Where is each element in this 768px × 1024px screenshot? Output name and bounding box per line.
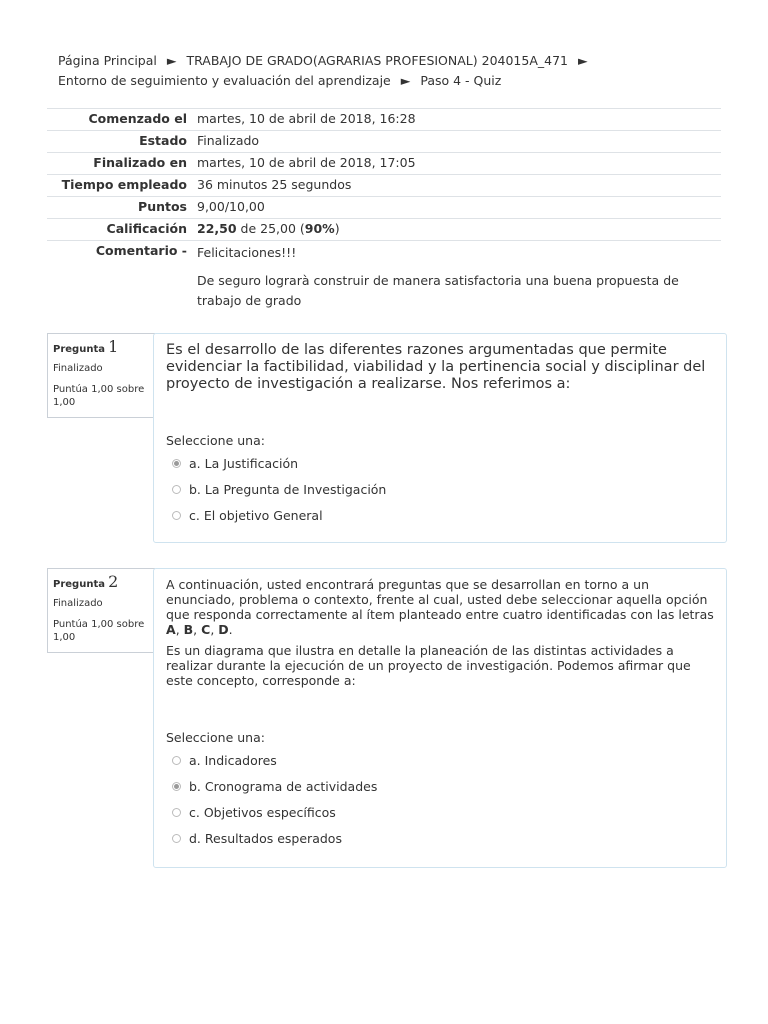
- question-state: Finalizado: [53, 363, 103, 374]
- radio-checked-icon[interactable]: [172, 782, 181, 791]
- grade-value: 22,50: [197, 221, 237, 236]
- breadcrumb-separator-icon: ►: [577, 53, 588, 68]
- grade-percent: 90%: [304, 221, 335, 236]
- breadcrumb-separator-icon: ►: [166, 53, 177, 68]
- letter-b: B: [183, 622, 194, 637]
- summary-row-time: [47, 175, 721, 197]
- option-label: c. El objetivo General: [189, 507, 323, 523]
- question-state: Finalizado: [53, 598, 103, 609]
- summary-row-started: [47, 109, 721, 131]
- answer-options: [166, 450, 716, 528]
- question-intro: [166, 577, 716, 637]
- option-label: d. Resultados esperados: [189, 830, 342, 846]
- separator-comma: ,: [175, 622, 184, 637]
- completed-value: martes, 10 de abril de 2018, 17:05: [197, 155, 416, 170]
- question-2-info: [47, 568, 155, 653]
- summary-row-marks: [47, 197, 721, 219]
- radio-icon[interactable]: [172, 511, 181, 520]
- option-label: a. Indicadores: [189, 752, 277, 768]
- answer-option[interactable]: [166, 825, 716, 851]
- radio-icon[interactable]: [172, 756, 181, 765]
- question-1-info: [47, 333, 155, 418]
- question-label: Pregunta: [53, 579, 105, 590]
- option-label: c. Objetivos específicos: [189, 804, 336, 820]
- answer-option[interactable]: [166, 773, 716, 799]
- answer-options: [166, 747, 716, 851]
- question-grade: Puntúa 1,00 sobre 1,00: [53, 384, 145, 408]
- intro-end: .: [228, 622, 233, 637]
- radio-checked-icon[interactable]: [172, 459, 181, 468]
- state-value: Finalizado: [197, 133, 260, 148]
- radio-icon[interactable]: [172, 834, 181, 843]
- radio-icon[interactable]: [172, 808, 181, 817]
- intro-text: A continuación, usted encontrará preguntas que se desarrollan en torno a un enunciado, problema o contexto, frente al cual, usted debe seleccionar aquella opción que responda correctamente al ítem planteado entre cuatro identificadas con las letras: [166, 577, 714, 622]
- option-label: a. La Justificación: [189, 455, 299, 471]
- breadcrumb-activity-link[interactable]: Paso 4 - Quiz: [420, 73, 502, 88]
- breadcrumb-section-link[interactable]: Entorno de seguimiento y evaluación del aprendizaje: [58, 73, 391, 88]
- option-label: b. La Pregunta de Investigación: [189, 481, 387, 497]
- separator-comma: ,: [210, 622, 219, 637]
- answer-option[interactable]: [166, 502, 716, 528]
- radio-icon[interactable]: [172, 485, 181, 494]
- breadcrumb: [58, 51, 718, 91]
- breadcrumb-course-link[interactable]: TRABAJO DE GRADO(AGRARIAS PROFESIONAL) 204015A_471: [186, 53, 568, 68]
- grade-value-cell: [193, 219, 721, 241]
- completed-label: Finalizado en: [93, 155, 187, 170]
- answer-option[interactable]: [166, 799, 716, 825]
- question-grade: Puntúa 1,00 sobre 1,00: [53, 619, 145, 643]
- question-body: Es un diagrama que ilustra en detalle la planeación de las distintas actividades a realizar durante la ejecución de un proyecto de investigación. Podemos afirmar que este concepto, corresponde a:: [166, 643, 691, 688]
- question-1-content: [153, 333, 727, 543]
- marks-value: 9,00/10,00: [197, 199, 265, 214]
- marks-label: Puntos: [138, 199, 187, 214]
- state-label: Estado: [139, 133, 187, 148]
- summary-row-grade: [47, 219, 721, 241]
- letter-c: C: [201, 622, 211, 637]
- answer-prompt: Seleccione una:: [166, 730, 265, 745]
- grade-of-text: de 25,00 (: [236, 221, 305, 236]
- separator-comma: ,: [193, 622, 202, 637]
- feedback-value: [193, 241, 721, 314]
- answer-option[interactable]: [166, 476, 716, 502]
- time-taken-label: Tiempo empleado: [61, 177, 187, 192]
- feedback-label: Comentario -: [95, 243, 187, 258]
- question-text: [166, 577, 716, 688]
- question-text: Es el desarrollo de las diferentes razones argumentadas que permite evidenciar la factibilidad, viabilidad y la pertinencia social y disciplinar del proyecto de investigación a realizarse. Nos referimos a:: [166, 342, 706, 392]
- grade-close-paren: ): [334, 221, 340, 236]
- letter-a: A: [166, 622, 176, 637]
- question-number: 2: [108, 572, 119, 591]
- attempt-summary-table: [47, 108, 721, 313]
- breadcrumb-separator-icon: ►: [400, 73, 411, 88]
- option-label: b. Cronograma de actividades: [189, 778, 378, 794]
- question-label: Pregunta: [53, 344, 105, 355]
- answer-option[interactable]: [166, 747, 716, 773]
- question-2-content: [153, 568, 727, 868]
- question-number: 1: [108, 337, 119, 356]
- summary-row-state: [47, 131, 721, 153]
- summary-row-completed: [47, 153, 721, 175]
- time-taken-value: 36 minutos 25 segundos: [197, 177, 352, 192]
- answer-prompt: Seleccione una:: [166, 433, 265, 448]
- letter-d: D: [218, 622, 229, 637]
- feedback-line-2: De seguro lograrà construir de manera satisfactoria una buena propuesta de trabajo de grado: [197, 273, 679, 308]
- started-value: martes, 10 de abril de 2018, 16:28: [197, 111, 416, 126]
- started-label: Comenzado el: [88, 111, 187, 126]
- feedback-line-1: Felicitaciones!!!: [197, 245, 297, 260]
- grade-label: Calificación: [106, 221, 187, 236]
- summary-row-feedback: [47, 241, 721, 314]
- answer-option[interactable]: [166, 450, 716, 476]
- breadcrumb-home-link[interactable]: Página Principal: [58, 53, 157, 68]
